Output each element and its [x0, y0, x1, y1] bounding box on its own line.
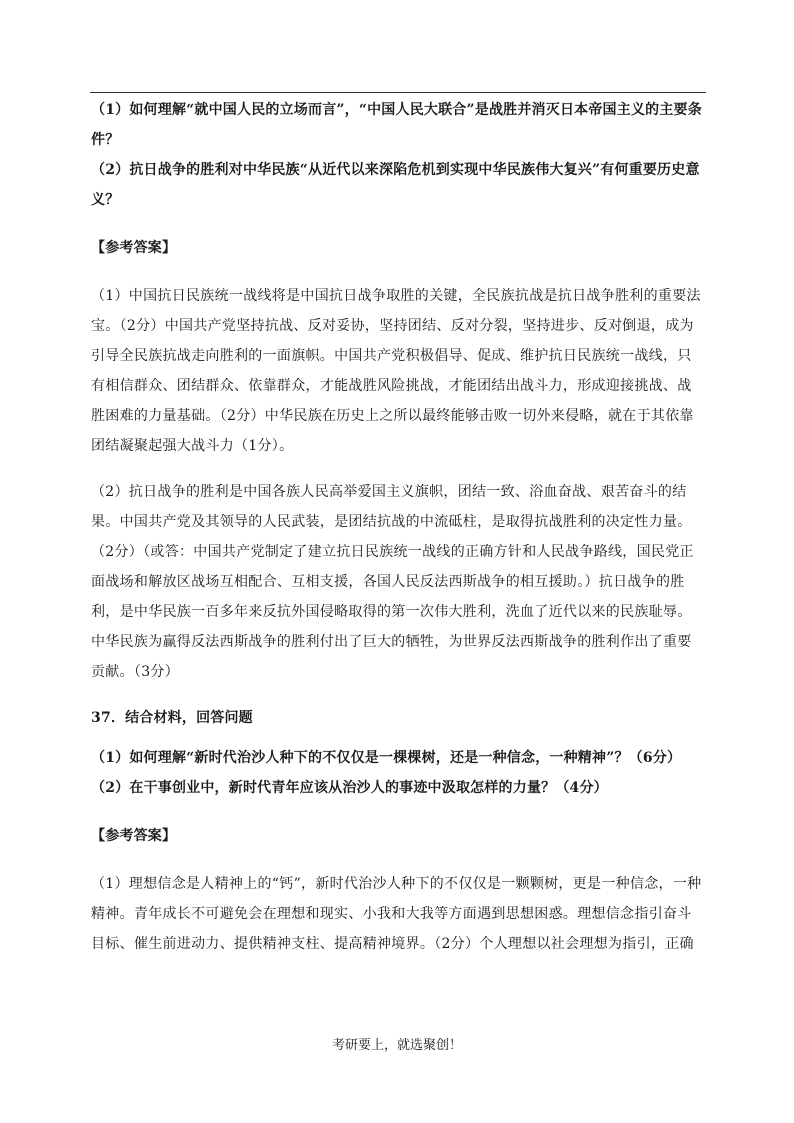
answer-label-37: 【参考答案】: [91, 828, 177, 844]
document-body: [91, 95, 704, 959]
question-37-title: 37．结合材料，回答问题: [91, 710, 253, 726]
answer-36-part-2: （2）抗日战争的胜利是中国各族人民高举爱国主义旗帜，团结一致、浴血奋战、艰苦奋斗的结果。中国共产党及其领导的人民武装，是团结抗战的中流砥柱，是取得抗战胜利的决定性力量。（2分）（或答：中国共产党制定了建立抗日民族统一战线的正确方针和人民战争路线，国民党正面战场和解放区战场互相配合、互相支援，各国人民反法西斯战争的相互援助。）抗日战争的胜利，是中华民族一百多年来反抗外国侵略取得的第一次伟大胜利，洗血了近代以来的民族耻辱。中华民族为赢得反法西斯战争的胜利付出了巨大的牺牲，为世界反法西斯战争的胜利作出了重要贡献。（3分）: [91, 484, 694, 680]
question-36-part-2: （2）抗日战争的胜利对中华民族“从近代以来深陷危机到实现中华民族伟大复兴”有何重要历史意义？: [91, 162, 700, 208]
header-rule: [90, 92, 706, 93]
answer-37-part-1: （1）理想信念是人精神上的“钙”，新时代治沙人种下的不仅仅是一颗颗树，更是一种信念，一种精神。青年成长不可避免会在理想和现实、小我和大我等方面遇到思想困惑。理想信念指引奋斗目标、催生前进动力、提供精神支柱、提高精神境界。（2分）个人理想以社会理想为指引，正确: [91, 876, 702, 952]
page-footer: 考研要上，就选聚创！: [331, 1038, 462, 1053]
question-36-part-1: （1）如何理解“就中国人民的立场而言”，“中国人民大联合”是战胜并消灭日本帝国主义的主要条件？: [91, 102, 702, 148]
answer-label-36: 【参考答案】: [91, 240, 177, 256]
answer-36-part-1: （1）中国抗日民族统一战线将是中国抗日战争取胜的关键，全民族抗战是抗日战争胜利的重要法宝。（2分）中国共产党坚持抗战、反对妥协，坚持团结、反对分裂，坚持进步、反对倒退，成为引导全民族抗战走向胜利的一面旗帜。中国共产党积极倡导、促成、维护抗日民族统一战线，只有相信群众、团结群众、依靠群众，才能战胜风险挑战，才能团结出战斗力，形成迎接挑战、战胜困难的力量基础。（2分）中华民族在历史上之所以最终能够击败一切外来侵略，就在于其依靠团结凝聚起强大战斗力（1分）。: [91, 288, 701, 454]
question-37-part-2: （2）在干事创业中，新时代青年应该从治沙人的事迹中汲取怎样的力量？（4分）: [91, 780, 608, 796]
question-37-part-1: （1）如何理解“新时代治沙人种下的不仅仅是一棵棵树，还是一种信念，一种精神”？（6分）: [91, 750, 682, 766]
